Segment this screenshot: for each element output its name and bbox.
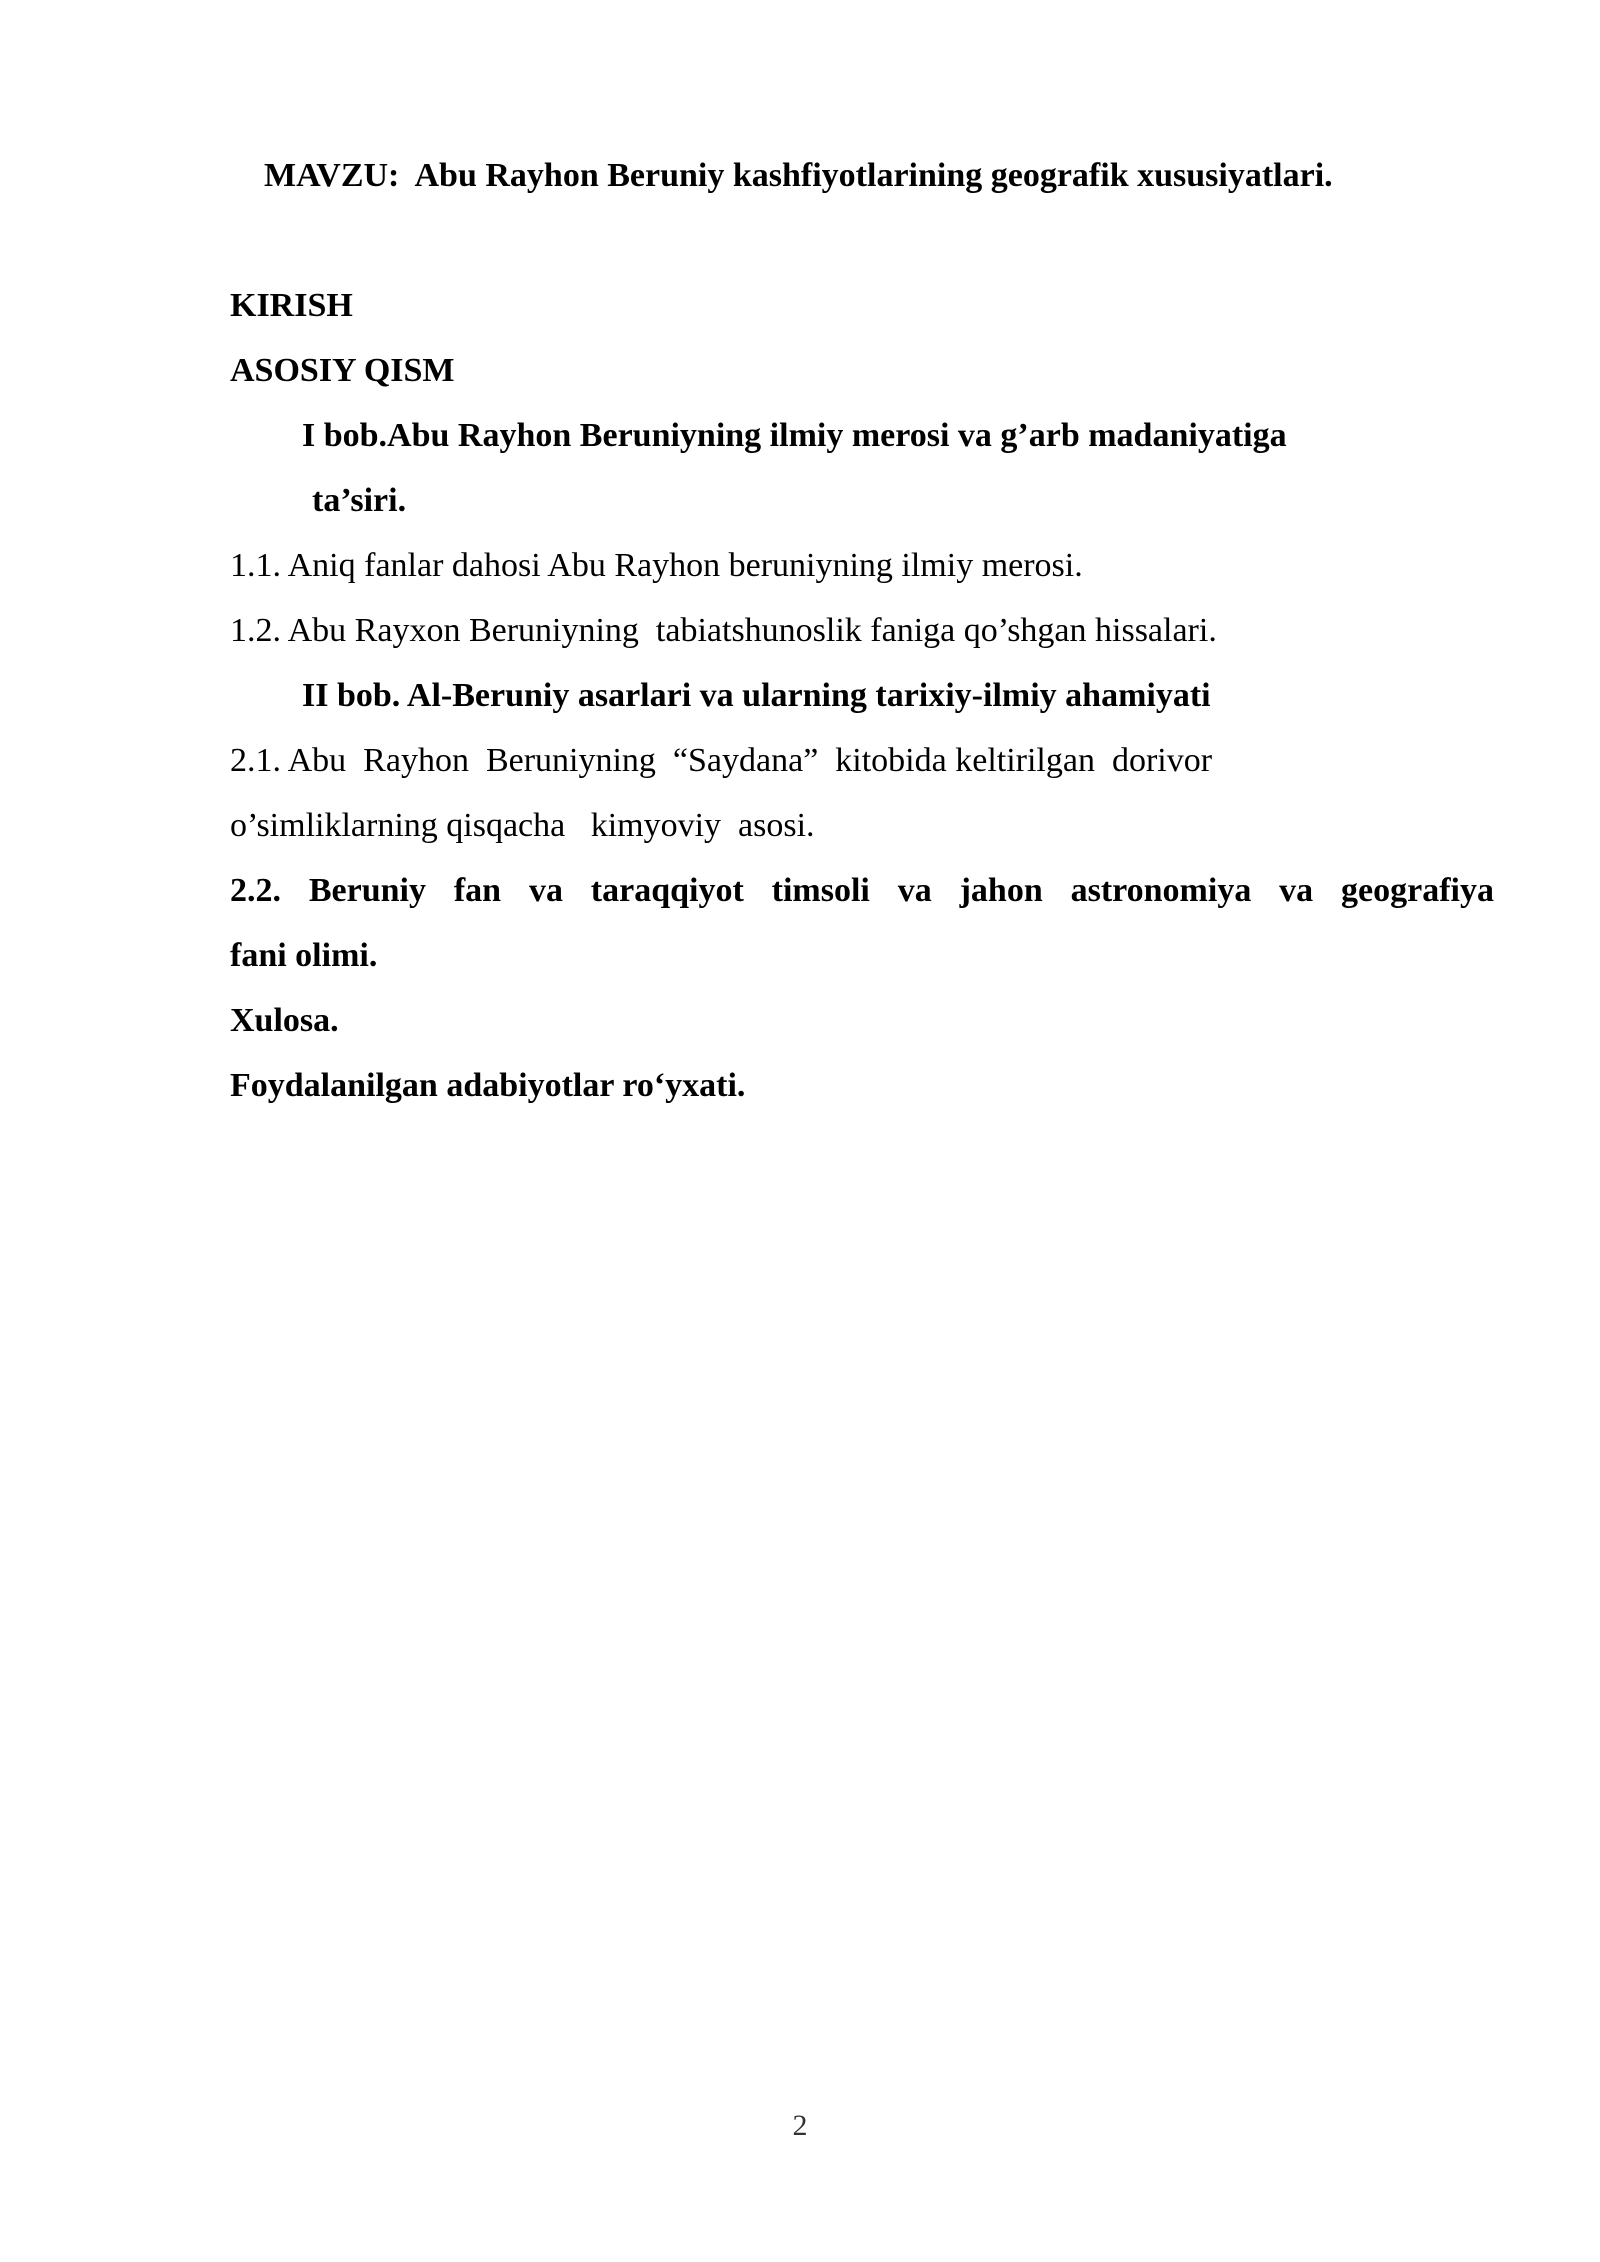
document-title: MAVZU: Abu Rayhon Beruniy kashfiyotlarining geografik xususiyatlari. <box>264 157 1333 194</box>
toc-entry-2-2-cont: fani olimi. <box>230 937 378 974</box>
toc-entry-references: Foydalanilgan adabiyotlar ro‘yxati. <box>230 1067 746 1104</box>
toc-entry-chapter-1-cont: ta’siri. <box>312 482 407 519</box>
toc-entry-2-1: 2.1. Abu Rayhon Beruniyning “Saydana” kitobida keltirilgan dorivor <box>230 742 1213 779</box>
toc-entry-chapter-1: I bob.Abu Rayhon Beruniyning ilmiy merosi va g’arb madaniyatiga <box>302 417 1287 454</box>
toc-entry-xulosa: Xulosa. <box>230 1002 339 1039</box>
page-number: 2 <box>792 2109 808 2142</box>
toc-entry-1-2: 1.2. Abu Rayxon Beruniyning tabiatshunoslik faniga qo’shgan hissalari. <box>230 612 1217 649</box>
toc-entry-2-1-cont: o’simliklarning qisqacha kimyoviy asosi. <box>230 807 815 844</box>
toc-entry-2-2: 2.2. Beruniy fan va taraqqiyot timsoli va jahon astronomiya va geografiya <box>230 872 1494 909</box>
toc-entry-asosiy-qism: ASOSIY QISM <box>230 352 455 389</box>
toc-entry-1-1: 1.1. Aniq fanlar dahosi Abu Rayhon beruniyning ilmiy merosi. <box>230 547 1083 584</box>
toc-entry-kirish: KIRISH <box>230 287 353 324</box>
toc-entry-chapter-2: II bob. Al-Beruniy asarlari va ularning tarixiy-ilmiy ahamiyati <box>302 677 1211 714</box>
